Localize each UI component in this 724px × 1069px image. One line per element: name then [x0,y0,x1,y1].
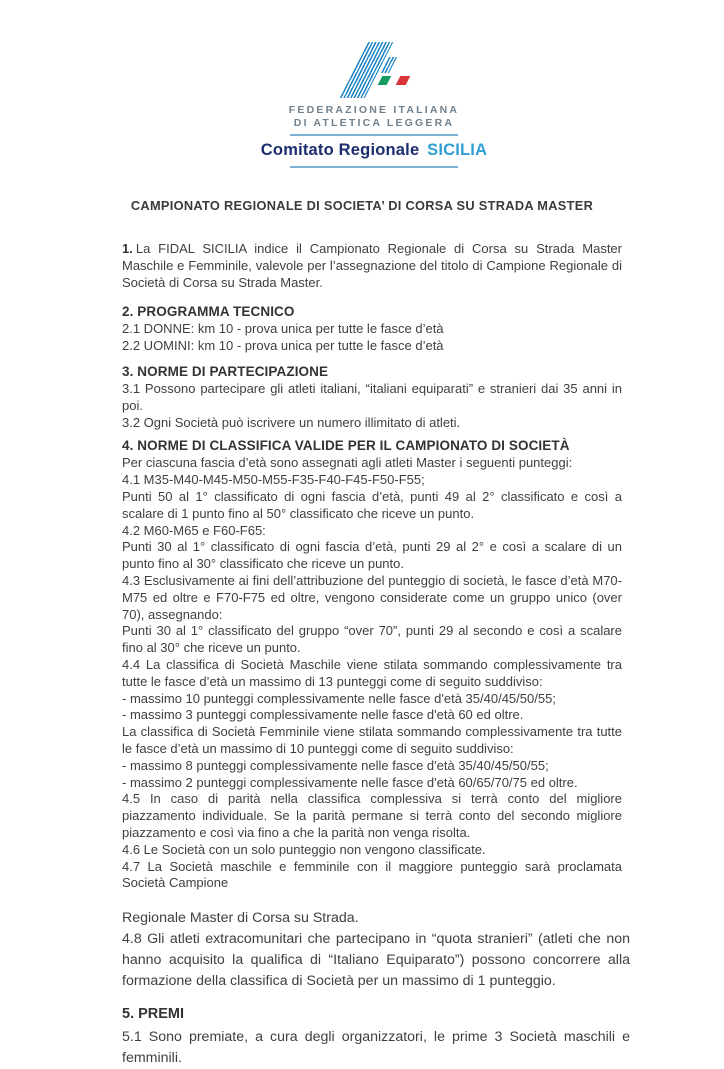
section-premi [122,1004,630,1069]
org-name-line2: DI ATLETICA LEGGERA [293,116,455,129]
paragraph: 4.7 La Società maschile e femminile con il maggiore punteggio sarà proclamata Società Campione [122,858,622,891]
list-item: 5.1 Sono premiate, a cura degli organizzatori, le prime 3 Società maschili e femminili. [122,1029,630,1067]
fidal-logo-icon [338,42,410,100]
paragraph: - massimo 2 punteggi complessivamente nelle fasce d'età 60/65/70/75 ed oltre. [122,774,578,790]
document-body-continuation [122,908,630,1069]
section-heading: 3. NORME DI PARTECIPAZIONE [122,363,329,379]
paragraph: - massimo 3 punteggi complessivamente nelle fasce d'età 60 ed oltre. [122,707,524,723]
paragraph: La classifica di Società Femminile viene stilata sommando complessivamente tra tutte le fasce d’età un massimo di 10 punteggi come di seguito suddiviso: [122,724,622,756]
region-label: SICILIA [427,141,488,159]
section-heading: 5. PREMI [122,1006,185,1023]
section-heading: 4. NORME DI CLASSIFICA VALIDE PER IL CAMPIONATO DI SOCIETÀ [122,438,570,454]
paragraph: 4.5 In caso di parità nella classifica complessiva si terrà conto del migliore piazzamento individuale. Se la parità permane si terrà conto del secondo migliore piazzamento e così via fino a che la parità non venga risolta. [122,791,622,840]
list-item: 3.1 Possono partecipare gli atleti italiani, “italiani equiparati” e stranieri dai 35 anni in poi. [122,380,622,413]
italian-flag-icon [378,76,411,85]
document-body [122,241,622,892]
paragraph: Punti 50 al 1° classificato di ogni fascia d’età, punti 49 al 2° classificato e così a scalare di 1 punto fino al 50° classificato che riceve un punto. [122,488,622,521]
paragraph: 4.6 Le Società con un solo punteggio non vengono classificate. [122,841,486,857]
intro-number: 1. [122,241,133,256]
letterhead [0,0,724,172]
committee-banner [261,140,487,161]
paragraph: Punti 30 al 1° classificato del gruppo “over 70”, punti 29 al secondo e così a scalare fino al 30° che riceve un punto. [122,623,622,656]
paragraph: - massimo 8 punteggi complessivamente nelle fasce d'età 35/40/45/50/55; [122,757,549,773]
list-item: 2.1 DONNE: km 10 - prova unica per tutte le fasce d’età [122,321,444,337]
section-norme-partecipazione [122,363,622,431]
committee-label: Comitato Regionale [260,141,420,159]
paragraph: Punti 30 al 1° classificato di ogni fascia d’età, punti 29 al 2° e così a scalare di un punto fino al 30° classificato che riceve un punto. [122,539,622,572]
list-item: 3.2 Ogni Società può iscrivere un numero illimitato di atleti. [122,414,461,430]
section-programma-tecnico [122,303,622,355]
section-norme-classifica [122,437,622,892]
paragraph: Regionale Master di Corsa su Strada. [122,910,359,927]
divider-top [290,134,458,136]
paragraph: Per ciascuna fascia d’età sono assegnati agli atleti Master i seguenti punteggi: [122,455,573,471]
divider-bottom [290,166,458,168]
intro-paragraph [122,241,622,291]
org-name [261,104,487,129]
paragraph: - massimo 10 punteggi complessivamente nelle fasce d'età 35/40/45/50/55; [122,690,556,706]
paragraph: 4.2 M60-M65 e F60-F65: [122,522,266,538]
intro-text: La FIDAL SICILIA indice il Campionato Regionale di Corsa su Strada Master Maschile e Femminile, valevole per l’assegnazione del titolo di Campione Regionale di Società di Corsa su Strada Master. [122,241,622,290]
org-name-line1: FEDERAZIONE ITALIANA [288,104,460,116]
paragraph: 4.3 Esclusivamente ai fini dell’attribuzione del punteggio di società, le fasce d’età M70-M75 ed oltre e F70-F75 ed oltre, vengono considerate come un gruppo unico (over 70), assegnando: [122,572,622,622]
list-item: 2.2 UOMINI: km 10 - prova unica per tutte le fasce d’età [122,338,444,354]
paragraph: 4.8 Gli atleti extracomunitari che partecipano in “quota stranieri” (atleti che non hanno acquisito la qualifica di “Italiano Equiparato”) possono concorrere alla formazione della classifica di Società per un massimo di 1 punteggio. [122,931,630,990]
section-heading: 2. PROGRAMMA TECNICO [122,304,295,320]
page-title: CAMPIONATO REGIONALE DI SOCIETA’ DI CORSA SU STRADA MASTER [130,198,594,213]
paragraph: 4.4 La classifica di Società Maschile viene stilata sommando complessivamente tra tutte le fasce d’età un massimo di 13 punteggi come di seguito suddiviso: [122,656,622,689]
paragraph: 4.1 M35-M40-M45-M50-M55-F35-F40-F45-F50-F55; [122,472,425,488]
fidal-logo [261,42,487,172]
